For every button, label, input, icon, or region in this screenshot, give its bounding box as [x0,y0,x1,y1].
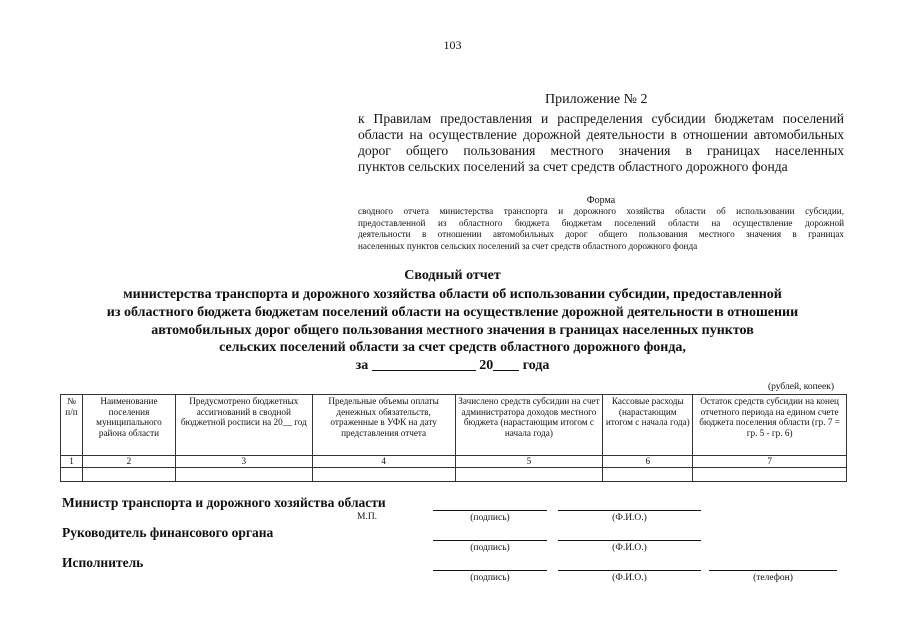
signature-caption: (подпись) [470,513,510,523]
column-number: 4 [312,456,455,468]
table-cell [61,467,83,481]
report-table [60,394,847,482]
appendix-text [358,111,844,175]
table-row [61,467,847,481]
header-cell: Кассовые расходы (нарастающим итогом с начала года) [603,395,693,456]
finance-head-label: Руководитель финансового органа [62,525,274,540]
form-line: сводного отчета министерства транспорта и дорожного хозяйства области об использовании субсидии, [358,206,844,216]
column-number: 2 [82,456,175,468]
signature-caption: (подпись) [470,573,510,583]
fio-caption: (Ф.И.О.) [612,543,647,553]
form-line: деятельности в отношении автомобильных дорог общего пользования местного значения в границах [358,229,844,239]
fio-line [558,540,701,541]
units-note: (рублей, копеек) [768,382,834,392]
form-description [358,206,844,252]
phone-line [709,570,837,571]
column-number: 3 [175,456,312,468]
phone-caption: (телефон) [753,573,793,583]
report-subtitle-line: сельских поселений области за счет средств областного дорожного фонда, [219,340,686,355]
fio-line [558,510,701,511]
signature-line [433,570,547,571]
report-period [0,357,905,374]
appendix-line: дорог общего пользования местного значения в границах населенных [358,143,844,158]
table-cell [455,467,603,481]
column-number: 6 [603,456,693,468]
period-za: за [355,358,369,373]
column-number: 1 [61,456,83,468]
signature-line [433,540,547,541]
fio-caption: (Ф.И.О.) [612,573,647,583]
appendix-line: к Правилам предоставления и распределения субсидии бюджетам поселений [358,111,844,126]
report-subtitle-line: из областного бюджета бюджетам поселений области на осуществление дорожной деятельности в отношении [106,305,799,320]
header-cell: Остаток средств субсидии на конец отчетного периода на едином счете бюджета поселения области (гр. 7 = гр. 5 - гр. 6) [693,395,847,456]
period-blank [372,357,476,371]
header-cell: Предельные объемы оплаты денежных обязательств, отраженные в УФК на дату представления отчета [312,395,455,456]
report-subtitle-line: министерства транспорта и дорожного хозяйства области об использовании субсидии, предоставленной [123,287,782,302]
table-cell [693,467,847,481]
report-title: Сводный отчет [404,268,501,283]
page-number: 103 [443,38,462,52]
table-cell [312,467,455,481]
report-subtitle-line: автомобильных дорог общего пользования местного значения в границах населенных пунктов [151,323,754,338]
minister-label: Министр транспорта и дорожного хозяйства области [62,495,386,510]
appendix-line: области на осуществление дорожной деятельности в отношении автомобильных [358,127,844,142]
stamp-place-label: М.П. [357,512,378,522]
column-number: 7 [693,456,847,468]
column-number: 5 [455,456,603,468]
header-cell: Зачислено средств субсидии на счет администратора доходов местного бюджета (нарастающим итогом с начала года) [455,395,603,456]
header-cell: № п/п [61,395,83,456]
table-cell [82,467,175,481]
signature-caption: (подпись) [470,543,510,553]
table-cell [175,467,312,481]
period-year-prefix: 20 [479,358,494,373]
header-cell: Предусмотрено бюджетных ассигнований в сводной бюджетной росписи на 20__ год [175,395,312,456]
year-blank [493,357,519,371]
fio-line [558,570,701,571]
fio-caption: (Ф.И.О.) [612,513,647,523]
signature-line [433,510,547,511]
table-header-row [61,395,847,456]
form-label: Форма [586,195,616,206]
column-number-row [61,456,847,468]
table-cell [603,467,693,481]
period-year-suffix: года [522,358,550,373]
appendix-line: пунктов сельских поселений за счет средств областного дорожного фонда [358,159,788,174]
header-cell: Наименование поселения муниципального района области [82,395,175,456]
form-line: населенных пунктов сельских поселений за счет средств областного дорожного фонда [358,240,698,251]
form-line: предоставленной из областного бюджета бюджетам поселений области на осуществление дорожной [358,217,844,228]
executor-label: Исполнитель [62,555,144,570]
appendix-title: Приложение № 2 [545,92,648,107]
